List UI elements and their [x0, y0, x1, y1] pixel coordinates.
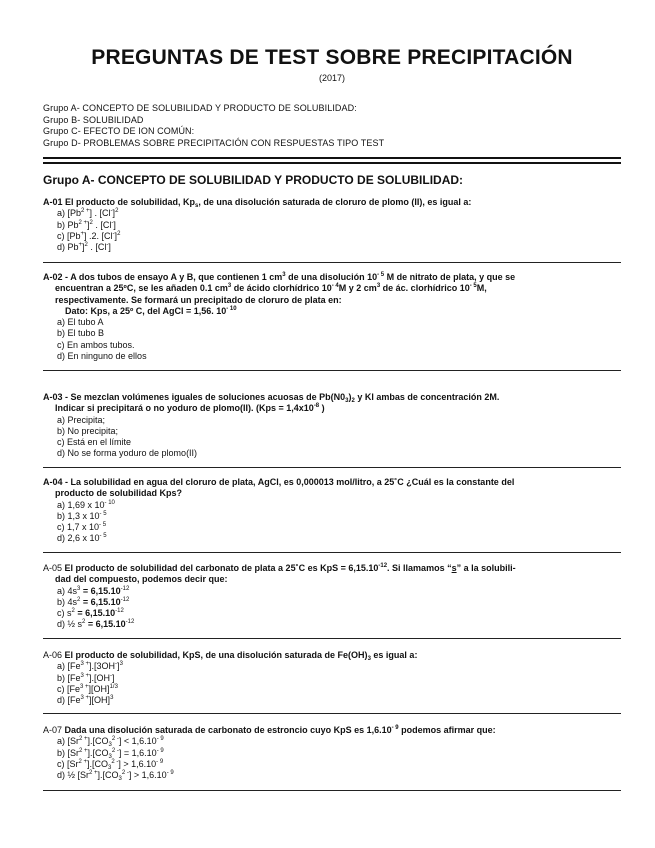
option-b: b) $Pb^{2 +}]^2$ . [Cl-] — [57, 219, 116, 230]
option-a: a) $[Sr^{2 +}].[CO_3^{2 -}] < 1,6.10^{- 9}$ — [57, 736, 164, 749]
option-b: b) No precipita; — [57, 425, 119, 436]
option-d: d) 2,6 x $10^{- 5}$ — [57, 533, 107, 544]
option-a: a) Precipita; — [57, 414, 106, 425]
question-a04: A-04 - La solubilidad en agua del cloruro de plata, AgCl, es 0,000013 mol/litro, a 25˚C ¿Cuál es la constante del producto de solubilidad Kps? a) 1,69 x $10^{- 10}$ b) 1,3 x $10^{- 5}$ c) 1,7 x $10^{- 5}$ d) 2,6 x $10^{- 5}$ — [43, 477, 621, 545]
option-d: d) No se forma yoduro de plomo(II) — [57, 448, 198, 459]
option-c: c) $s^2 = 6,15.10^{-12}$ — [57, 608, 124, 619]
question-a05: A-05 El producto de solubilidad del carbonato de plata a 25˚C es KpS = $6,15.10^{-12}$. Si llamamos “s” a la solubili- dad del compuesto, podemos decir que: a) $4s^3 = 6,15.10^{-12}$ b) $4s^2 = 6,15.10^{-12}$ c) $s^2 = 6,15.10^{-12}$ d) ½ $s^2 = 6,15.10^{-12}$ — [43, 563, 621, 631]
divider — [43, 552, 621, 553]
double-divider — [43, 157, 621, 164]
option-c: c) En ambos tubos. — [57, 339, 135, 350]
group-index — [43, 103, 384, 149]
option-c: c) $[Fe^{3 +}][OH]^{1/3}$ — [57, 683, 118, 694]
question-stem: A-05 El producto de solubilidad del carbonato de plata a 25˚C es KpS = $6,15.10^{-12}$. Si llamamos “s” a la solubili- — [43, 563, 516, 573]
question-stem: A-02 - A dos tubos de ensayo A y B, que contienen 1 $cm^3$ de una disolución $10^{- 5}$ M de nitrato de plata, y que se — [43, 272, 516, 282]
divider — [43, 467, 621, 468]
option-d: d) $[Fe^{3 +}][OH]^3$ — [57, 695, 114, 706]
option-c: c) [Pb+] .2. $[Cl^-]^2$ — [57, 230, 121, 241]
question-a06 — [43, 650, 621, 706]
option-c: c) 1,7 x $10^{- 5}$ — [57, 522, 107, 533]
question-a01 — [43, 197, 621, 253]
option-b: b) $[Fe^{3 +}].[OH^-]$ — [57, 672, 115, 683]
option-d: d) ½ $s^2 = 6,15.10^{-12}$ — [57, 619, 135, 630]
option-c: c) $[Sr^{2 +}].[CO_3^{2 -}] > 1,6.10^{- 9}$ — [57, 758, 164, 771]
option-b: b) $[Sr^{2 +}].[CO_3^{2 -}] = 1,6.10^{- 9}$ — [57, 747, 164, 760]
option-b: b) $4s^2 = 6,15.10^{-12}$ — [57, 596, 130, 607]
question-a03: A-03 - Se mezclan volúmenes iguales de soluciones acuosas de $Pb(N0_3)_2$ y Kl ambas de concentración 2M. Indicar si precipitará o no yoduro de plomo(II). ($Kps = 1,4x10^{-8}$ ) a) Precipita; b) No precipita; c) Está en el límite d) No se forma yoduro de plomo(II) — [43, 392, 621, 460]
option-d: d) ½ $[Sr^{2 +}].[CO_3^{2 -}] > 1,6.10^{- 9}$ — [57, 770, 174, 783]
page-year: (2017) — [318, 73, 345, 83]
option-b: b) El tubo B — [57, 328, 105, 339]
option-a: a) $4s^3 = 6,15.10^{-12}$ — [57, 585, 130, 596]
question-stem: A-06 El producto de solubilidad, KpS, de una disolución saturada de $Fe(OH)_3$ es igual a: — [43, 650, 418, 662]
question-a07 — [43, 725, 621, 781]
divider — [43, 638, 621, 639]
option-d: d) Pb+]$^2$ . [Cl-] — [57, 242, 111, 253]
option-a: a) El tubo A — [57, 317, 104, 328]
divider — [43, 262, 621, 263]
question-stem: A-07 Dada una disolución saturada de carbonato de estroncio cuyo KpS es $1,6.10^{- 9}$ podemos afirmar que: — [43, 725, 496, 735]
question-data: Dato: Kps, a 25º C, del AgCl = 1,56. $10^{- 10}$ — [65, 305, 237, 316]
question-stem: A-03 - Se mezclan volúmenes iguales de soluciones acuosas de $Pb(N0_3)_2$ y Kl ambas de concentración 2M. — [43, 392, 500, 404]
divider — [43, 370, 621, 371]
page-title: PREGUNTAS DE TEST SOBRE PRECIPITACIÓN — [91, 46, 573, 69]
option-a: a) $[Pb^{2 +}]$ . $[Cl^-]^2$ — [57, 208, 119, 219]
group-index-item-b: Grupo B- SOLUBILIDAD — [43, 114, 144, 125]
divider — [43, 713, 621, 714]
option-a: a) $[Fe^{3 +}].[3OH^-]^3$ — [57, 661, 123, 672]
section-heading: Grupo A- CONCEPTO DE SOLUBILIDAD Y PRODUCTO DE SOLUBILIDAD: — [43, 173, 464, 187]
group-index-item-c: Grupo C- EFECTO DE ION COMÚN: — [43, 126, 195, 136]
option-d: d) En ninguno de ellos — [57, 351, 147, 362]
question-a02: A-02 - A dos tubos de ensayo A y B, que contienen 1 $cm^3$ de una disolución $10^{- 5}$ M de nitrato de plata, y que se encuentran a 25ºC, se les añaden 0.1 $cm^3$ de ácido clorhídrico $10^{- 4}M$ y 2 $cm^3$ de ác. clorhídrico $10^{- 5}M$, respectivamente. Se formará un precipitado de cloruro de plata en: Dato: Kps, a 25º C, del AgCl = 1,56. $10^{- 10}$ a) El tubo A b) El tubo B c) En ambos tubos. d) En ninguno de ellos — [43, 272, 621, 362]
group-index-item-d: Grupo D- PROBLEMAS SOBRE PRECIPITACIÓN CON RESPUESTAS TIPO TEST — [43, 137, 385, 148]
option-b: b) 1,3 x $10^{- 5}$ — [57, 510, 107, 521]
divider — [43, 790, 621, 791]
option-a: a) 1,69 x $10^{- 10}$ — [57, 499, 115, 510]
group-index-item-a: Grupo A- CONCEPTO DE SOLUBILIDAD Y PRODUCTO DE SOLUBILIDAD: — [43, 103, 357, 113]
option-c: c) Está en el límite — [57, 437, 132, 448]
question-stem: A-04 - La solubilidad en agua del cloruro de plata, AgCl, es 0,000013 mol/litro, a 25˚C ¿Cuál es la constante del — [43, 477, 515, 487]
question-stem: A-01 El producto de solubilidad, $Kp_s$, de una disolución saturada de cloruro de plomo (II), es igual a: — [43, 197, 472, 209]
